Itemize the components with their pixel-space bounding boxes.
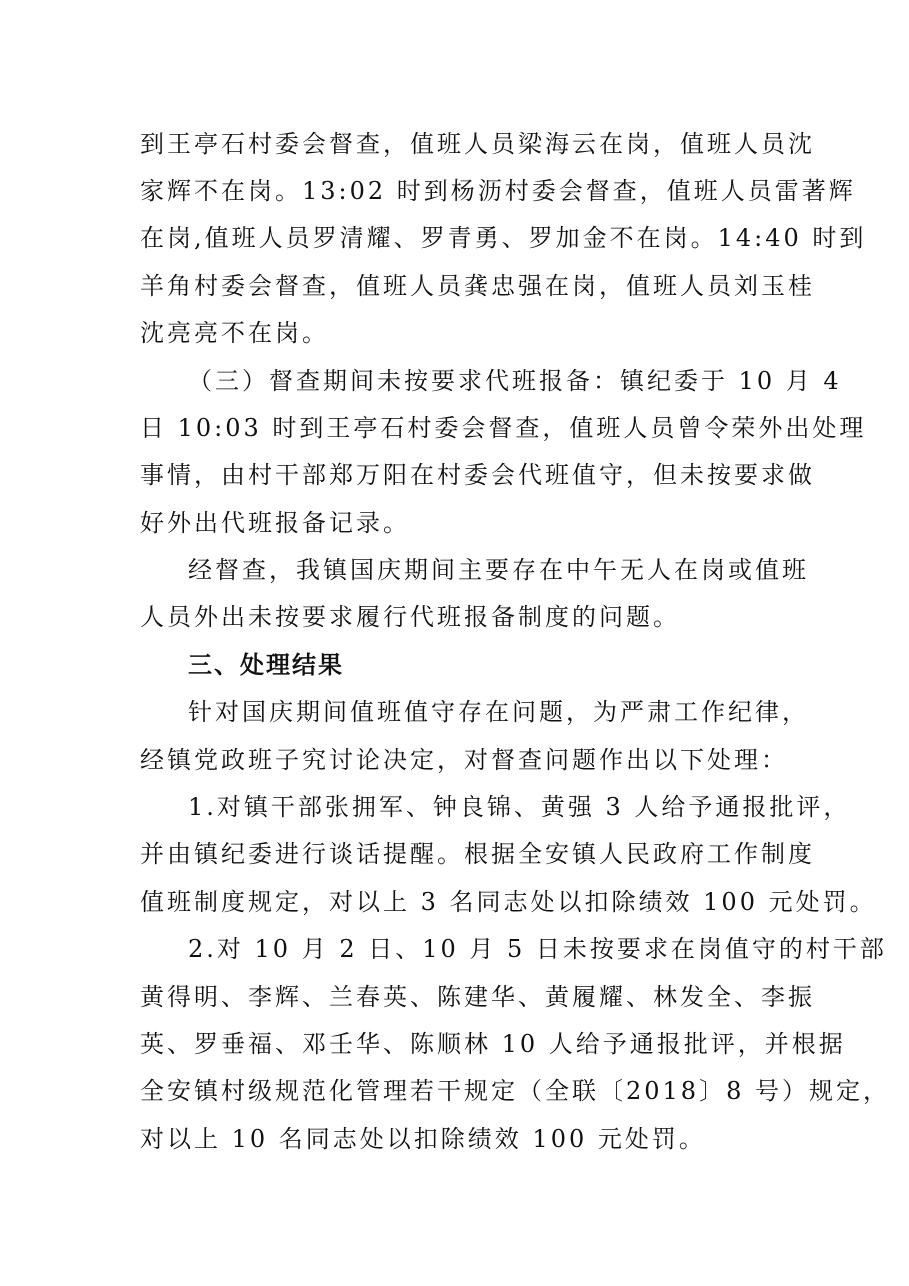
text-line: 日 10:03 时到王亭石村委会督查，值班人员曾令荣外出处理 bbox=[140, 414, 867, 442]
text-line: 黄得明、李辉、兰春英、陈建华、黄履耀、林发全、李振 bbox=[140, 983, 815, 1011]
text-line: 并由镇纪委进行谈话提醒。根据全安镇人民政府工作制度 bbox=[140, 840, 815, 868]
section-3-paragraph: （三）督查期间未按要求代班报备：镇纪委于 10 月 4 bbox=[188, 367, 842, 395]
text-line: 在岗,值班人员罗清耀、罗青勇、罗加金不在岗。14:40 时到 bbox=[140, 224, 867, 252]
text-line: 沈亮亮不在岗。 bbox=[140, 319, 329, 347]
text-line: 值班制度规定，对以上 3 名同志处以扣除绩效 100 元处罚。 bbox=[140, 888, 877, 916]
text-line: 羊角村委会督查，值班人员龚忠强在岗，值班人员刘玉桂 bbox=[140, 272, 815, 300]
text-line: 到王亭石村委会督查，值班人员梁海云在岗，值班人员沈 bbox=[140, 130, 815, 158]
text-line: 经镇党政班子究讨论决定，对督查问题作出以下处理： bbox=[140, 746, 788, 774]
summary-paragraph: 经督查，我镇国庆期间主要存在中午无人在岗或值班 bbox=[188, 556, 809, 584]
text-line: 家辉不在岗。13:02 时到杨沥村委会督查，值班人员雷著辉 bbox=[140, 177, 856, 205]
text-line: 对以上 10 名同志处以扣除绩效 100 元处罚。 bbox=[140, 1125, 706, 1153]
result-item-1: 1.对镇干部张拥军、钟良锦、黄强 3 人给予通报批评， bbox=[188, 793, 851, 821]
text-line: 人员外出未按要求履行代班报备制度的问题。 bbox=[140, 603, 680, 631]
text-line: 全安镇村级规范化管理若干规定（全联〔2018〕8 号）规定， bbox=[140, 1077, 890, 1105]
result-item-2: 2.对 10 月 2 日、10 月 5 日未按要求在岗值守的村干部 bbox=[188, 935, 887, 963]
text-line: 事情，由村干部郑万阳在村委会代班值守，但未按要求做 bbox=[140, 461, 815, 489]
text-line: 英、罗垂福、邓壬华、陈顺林 10 人给予通报批评，并根据 bbox=[140, 1030, 846, 1058]
text-line: 好外出代班报备记录。 bbox=[140, 509, 410, 537]
result-intro-paragraph: 针对国庆期间值班值守存在问题，为严肃工作纪律， bbox=[188, 698, 809, 726]
section-heading: 三、处理结果 bbox=[188, 651, 344, 679]
